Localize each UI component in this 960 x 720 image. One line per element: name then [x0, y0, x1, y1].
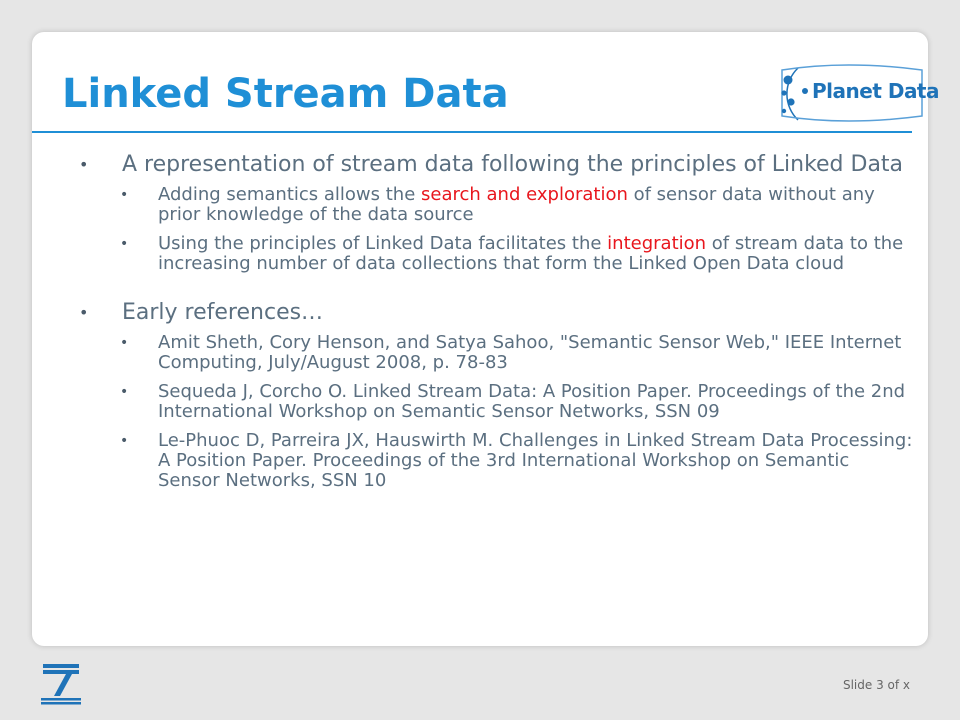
highlight-text: search and exploration	[421, 184, 628, 205]
logo-wordmark: Planet Data	[812, 79, 939, 103]
planet-data-logo	[776, 62, 939, 124]
bullet-2	[76, 302, 916, 324]
sub-bullet-1-1	[76, 185, 916, 225]
bullet-1-text: A representation of stream data following the principles of Linked Data	[122, 152, 904, 177]
reference-item-3	[76, 431, 916, 491]
bullet-dot-icon: •	[120, 187, 129, 203]
bullet-dot-icon: •	[79, 303, 89, 322]
highlight-text: integration	[607, 233, 707, 254]
sub-text: Adding semantics allows the	[158, 184, 422, 205]
slide-body	[76, 150, 916, 491]
fp7-logo-icon	[40, 662, 82, 708]
reference-text: Amit Sheth, Cory Henson, and Satya Sahoo, "Semantic Sensor Web," IEEE Internet Computing, July/August 2008, p. 78-83	[158, 332, 902, 373]
slide-number: Slide 3 of x	[842, 678, 910, 692]
bullet-1	[76, 154, 916, 176]
bullet-dot-icon: •	[120, 384, 129, 400]
reference-text: Sequeda J, Corcho O. Linked Stream Data: A Position Paper. Proceedings of the 2nd International Workshop on Semantic Sensor Networks, SSN 09	[158, 381, 906, 422]
reference-item-2	[76, 382, 916, 422]
sub-text: of sensor data without any prior knowledge of the data source	[158, 184, 875, 225]
sub-text: of stream data to the increasing number of data collections that form the Linked Open Data cloud	[158, 233, 904, 274]
fp7-logo	[40, 662, 82, 708]
slide-title: Linked Stream Data	[62, 71, 509, 117]
sub-text: Using the principles of Linked Data facilitates the	[158, 233, 608, 254]
bullet-dot-icon: •	[120, 335, 129, 351]
bullet-dot-icon: •	[79, 155, 89, 174]
bullet-dot-icon: •	[120, 433, 129, 449]
bullet-2-text: Early references…	[122, 300, 324, 325]
reference-text: Le-Phuoc D, Parreira JX, Hauswirth M. Challenges in Linked Stream Data Processing: A Position Paper. Proceedings of the 3rd International Workshop on Semantic Sensor Networks, SSN 10	[158, 430, 913, 491]
sub-bullet-1-2	[76, 234, 916, 274]
title-divider	[32, 131, 912, 133]
reference-item-1	[76, 333, 916, 373]
bullet-dot-icon: •	[120, 236, 129, 252]
